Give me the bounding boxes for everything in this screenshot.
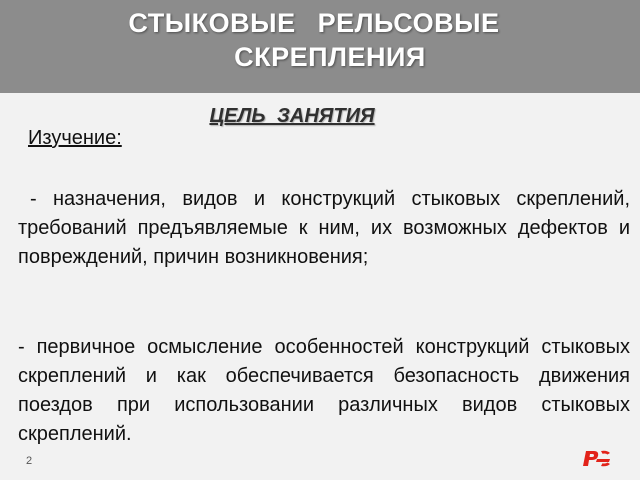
paragraph-purpose: - назначения, видов и конструкций стыковых скреплений, требований предъявляемые к ним, их возможных дефектов и повреждений, причин возникновения;: [18, 188, 630, 268]
goal-heading: ЦЕЛЬ ЗАНЯТИЯ: [209, 105, 375, 127]
slide-title-line1: СТЫКОВЫЕ РЕЛЬСОВЫЕ: [128, 8, 500, 38]
rzd-logo-icon: [580, 447, 616, 471]
slide-header: [0, 0, 640, 94]
paragraph-comprehension: - первичное осмысление особенностей конструкций стыковых скреплений и как обеспечивается безопасность движения поездов при использовании различных видов стыковых скреплений.: [18, 336, 630, 445]
slide-body: [0, 93, 640, 480]
slide-title-line2: СКРЕПЛЕНИЯ: [234, 42, 426, 72]
study-label: Изучение:: [28, 127, 122, 149]
slide-title: [0, 6, 640, 74]
page-number: 2: [26, 455, 33, 467]
